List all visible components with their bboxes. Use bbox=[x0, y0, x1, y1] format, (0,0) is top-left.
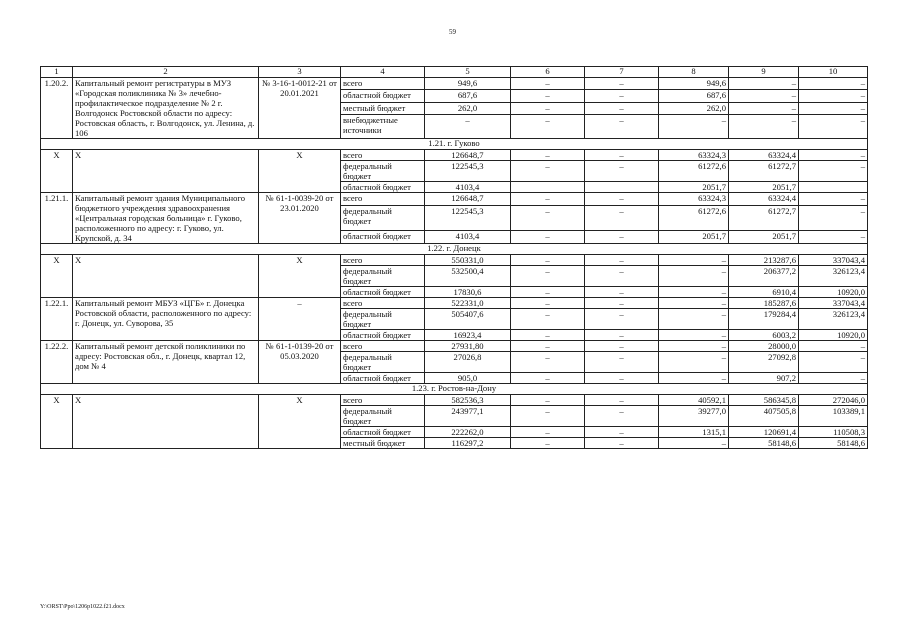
value-col-6: – bbox=[511, 287, 585, 298]
item-description: Капитальный ремонт здания Муниципального бюджетного учреждения здравоохранения «Центральная городская больница» г. Гуково, расположенного по адресу: г. Гуково, ул. Крупской, д. 34 bbox=[73, 193, 259, 244]
value-col-9: – bbox=[729, 115, 799, 139]
total-value: 17830,6 bbox=[425, 287, 511, 298]
value-col-8: – bbox=[659, 373, 729, 384]
total-value: 949,6 bbox=[425, 78, 511, 90]
value-col-6: – bbox=[511, 193, 585, 206]
funding-source: местный бюджет bbox=[341, 102, 425, 114]
value-col-6: – bbox=[511, 373, 585, 384]
value-col-7: – bbox=[585, 255, 659, 266]
section-title: 1.22. г. Донецк bbox=[41, 244, 868, 255]
funding-source: всего bbox=[341, 255, 425, 266]
value-col-10: – bbox=[799, 352, 868, 373]
value-col-9: 6003,2 bbox=[729, 330, 799, 341]
funding-source: федеральный бюджет bbox=[341, 266, 425, 287]
value-col-8: 63324,3 bbox=[659, 193, 729, 206]
column-header: 2 bbox=[73, 67, 259, 78]
value-col-7: – bbox=[585, 150, 659, 161]
funding-source: федеральный бюджет bbox=[341, 161, 425, 182]
value-col-6: – bbox=[511, 255, 585, 266]
total-value: 16923,4 bbox=[425, 330, 511, 341]
table-row bbox=[41, 255, 868, 266]
value-col-7: – bbox=[585, 427, 659, 438]
value-col-8: – bbox=[659, 309, 729, 330]
value-col-8: – bbox=[659, 287, 729, 298]
value-col-9: 58148,6 bbox=[729, 438, 799, 449]
budget-table bbox=[40, 66, 868, 449]
value-col-8: – bbox=[659, 255, 729, 266]
value-col-8: 949,6 bbox=[659, 78, 729, 90]
funding-source: областной бюджет bbox=[341, 427, 425, 438]
value-col-9: – bbox=[729, 90, 799, 102]
table-row bbox=[41, 78, 868, 90]
value-col-6: – bbox=[511, 230, 585, 243]
value-col-10: – bbox=[799, 206, 868, 231]
value-col-6: – bbox=[511, 406, 585, 427]
value-col-10: 337043,4 bbox=[799, 255, 868, 266]
funding-source: областной бюджет bbox=[341, 230, 425, 243]
value-col-8: – bbox=[659, 352, 729, 373]
value-col-8: – bbox=[659, 115, 729, 139]
value-col-7: – bbox=[585, 102, 659, 114]
item-code: Х bbox=[259, 395, 341, 449]
value-col-8: – bbox=[659, 341, 729, 352]
value-col-7: – bbox=[585, 287, 659, 298]
value-col-6: – bbox=[511, 150, 585, 161]
value-col-10: – bbox=[799, 115, 868, 139]
value-col-9: 586345,8 bbox=[729, 395, 799, 406]
value-col-10: – bbox=[799, 193, 868, 206]
value-col-8: 40592,1 bbox=[659, 395, 729, 406]
value-col-9: 407505,8 bbox=[729, 406, 799, 427]
value-col-8: 2051,7 bbox=[659, 182, 729, 193]
total-value: 126648,7 bbox=[425, 150, 511, 161]
section-row bbox=[41, 384, 868, 395]
value-col-10: – bbox=[799, 78, 868, 90]
value-col-7: – bbox=[585, 266, 659, 287]
value-col-7: – bbox=[585, 230, 659, 243]
value-col-8: – bbox=[659, 330, 729, 341]
value-col-6: – bbox=[511, 352, 585, 373]
column-header: 10 bbox=[799, 67, 868, 78]
value-col-8: 1315,1 bbox=[659, 427, 729, 438]
column-header: 1 bbox=[41, 67, 73, 78]
value-col-7: – bbox=[585, 193, 659, 206]
total-value: 262,0 bbox=[425, 102, 511, 114]
column-header: 4 bbox=[341, 67, 425, 78]
funding-source: всего bbox=[341, 193, 425, 206]
value-col-10: 110508,3 bbox=[799, 427, 868, 438]
value-col-7: – bbox=[585, 298, 659, 309]
value-col-7: – bbox=[585, 115, 659, 139]
value-col-8: 262,0 bbox=[659, 102, 729, 114]
value-col-10: – bbox=[799, 373, 868, 384]
value-col-7: – bbox=[585, 352, 659, 373]
value-col-8: 63324,3 bbox=[659, 150, 729, 161]
value-col-6: – bbox=[511, 330, 585, 341]
funding-source: областной бюджет bbox=[341, 373, 425, 384]
value-col-8: 2051,7 bbox=[659, 230, 729, 243]
value-col-6: – bbox=[511, 266, 585, 287]
value-col-6: – bbox=[511, 78, 585, 90]
value-col-7: – bbox=[585, 78, 659, 90]
funding-source: всего bbox=[341, 298, 425, 309]
column-header: 5 bbox=[425, 67, 511, 78]
section-row bbox=[41, 139, 868, 150]
column-header: 6 bbox=[511, 67, 585, 78]
value-col-10: 10920,0 bbox=[799, 330, 868, 341]
table-row bbox=[41, 298, 868, 309]
section-row bbox=[41, 244, 868, 255]
total-value: 550331,0 bbox=[425, 255, 511, 266]
item-number: 1.20.2. bbox=[41, 78, 73, 139]
value-col-10: 326123,4 bbox=[799, 266, 868, 287]
value-col-9: 61272,7 bbox=[729, 206, 799, 231]
value-col-7: – bbox=[585, 309, 659, 330]
value-col-9: 6910,4 bbox=[729, 287, 799, 298]
file-path-footer: Y:\ORST\Ppo\1206p1022.f21.docx bbox=[40, 604, 125, 610]
total-value: 27931,80 bbox=[425, 341, 511, 352]
section-title: 1.21. г. Гуково bbox=[41, 139, 868, 150]
value-col-8: 61272,6 bbox=[659, 161, 729, 182]
value-col-9: 2051,7 bbox=[729, 230, 799, 243]
item-number: 1.21.1. bbox=[41, 193, 73, 244]
item-code: Х bbox=[259, 150, 341, 193]
total-value: 582536,3 bbox=[425, 395, 511, 406]
value-col-8: 61272,6 bbox=[659, 206, 729, 231]
value-col-7: – bbox=[585, 161, 659, 182]
funding-source: всего bbox=[341, 341, 425, 352]
funding-source: федеральный бюджет bbox=[341, 309, 425, 330]
total-value: 905,0 bbox=[425, 373, 511, 384]
value-col-10: 103389,1 bbox=[799, 406, 868, 427]
value-col-7: – bbox=[585, 206, 659, 231]
item-description: Капитальный ремонт МБУЗ «ЦГБ» г. Донецка Ростовской области, расположенного по адресу: г. Донецк, ул. Суворова, 35 bbox=[73, 298, 259, 341]
value-col-10: – bbox=[799, 161, 868, 182]
item-code: Х bbox=[259, 255, 341, 298]
value-col-9: 28000,0 bbox=[729, 341, 799, 352]
value-col-7: – bbox=[585, 395, 659, 406]
section-title: 1.23. г. Ростов-на-Дону bbox=[41, 384, 868, 395]
funding-source: областной бюджет bbox=[341, 182, 425, 193]
value-col-6: – bbox=[511, 298, 585, 309]
value-col-6: – bbox=[511, 102, 585, 114]
value-col-9: 179284,4 bbox=[729, 309, 799, 330]
total-value: 122545,3 bbox=[425, 206, 511, 231]
value-col-9: 120691,4 bbox=[729, 427, 799, 438]
column-header: 8 bbox=[659, 67, 729, 78]
funding-source: областной бюджет bbox=[341, 90, 425, 102]
value-col-10: 272046,0 bbox=[799, 395, 868, 406]
value-col-9: – bbox=[729, 78, 799, 90]
item-number: 1.22.2. bbox=[41, 341, 73, 384]
table-row bbox=[41, 150, 868, 161]
value-col-6: – bbox=[511, 90, 585, 102]
value-col-8: – bbox=[659, 438, 729, 449]
item-description: Х bbox=[73, 395, 259, 449]
total-value: 243977,1 bbox=[425, 406, 511, 427]
value-col-10: – bbox=[799, 150, 868, 161]
value-col-7: – bbox=[585, 330, 659, 341]
item-number: Х bbox=[41, 150, 73, 193]
value-col-9: 63324,4 bbox=[729, 150, 799, 161]
total-value: 116297,2 bbox=[425, 438, 511, 449]
total-value: 4103,4 bbox=[425, 182, 511, 193]
value-col-6: – bbox=[511, 438, 585, 449]
funding-source: всего bbox=[341, 78, 425, 90]
funding-source: федеральный бюджет bbox=[341, 352, 425, 373]
value-col-9: 907,2 bbox=[729, 373, 799, 384]
table-row bbox=[41, 193, 868, 206]
value-col-6: – bbox=[511, 341, 585, 352]
table-row bbox=[41, 341, 868, 352]
item-description: Капитальный ремонт детской поликлиники по адресу: Ростовская обл., г. Донецк, квартал 12, дом № 4 bbox=[73, 341, 259, 384]
funding-source: местный бюджет bbox=[341, 438, 425, 449]
value-col-6: – bbox=[511, 309, 585, 330]
total-value: 126648,7 bbox=[425, 193, 511, 206]
total-value: 532500,4 bbox=[425, 266, 511, 287]
value-col-7: – bbox=[585, 341, 659, 352]
value-col-10: 337043,4 bbox=[799, 298, 868, 309]
value-col-10: 58148,6 bbox=[799, 438, 868, 449]
item-description: Х bbox=[73, 255, 259, 298]
total-value: 505407,6 bbox=[425, 309, 511, 330]
value-col-6: – bbox=[511, 427, 585, 438]
value-col-6: – bbox=[511, 115, 585, 139]
item-description: Капитальный ремонт регистратуры в МУЗ «Городская поликлиника № 3» лечебно-профилактическое подразделение № 2 г. Волгодонск Ростовской области по адресу: Ростовская область, г. Волгодонск, ул. Ленина, д. 106 bbox=[73, 78, 259, 139]
value-col-10: – bbox=[799, 341, 868, 352]
value-col-10: 326123,4 bbox=[799, 309, 868, 330]
value-col-8: 39277,0 bbox=[659, 406, 729, 427]
total-value: 4103,4 bbox=[425, 230, 511, 243]
column-header: 3 bbox=[259, 67, 341, 78]
value-col-9: 213287,6 bbox=[729, 255, 799, 266]
total-value: – bbox=[425, 115, 511, 139]
funding-source: федеральный бюджет bbox=[341, 406, 425, 427]
value-col-7: – bbox=[585, 406, 659, 427]
value-col-7: – bbox=[585, 438, 659, 449]
value-col-9: 61272,7 bbox=[729, 161, 799, 182]
value-col-8: – bbox=[659, 266, 729, 287]
total-value: 522331,0 bbox=[425, 298, 511, 309]
value-col-8: – bbox=[659, 298, 729, 309]
item-code: № 3-16-1-0012-21 от 20.01.2021 bbox=[259, 78, 341, 139]
item-number: Х bbox=[41, 395, 73, 449]
funding-source: областной бюджет bbox=[341, 287, 425, 298]
header-row bbox=[41, 67, 868, 78]
page-number: 59 bbox=[449, 28, 456, 36]
funding-source: федеральный бюджет bbox=[341, 206, 425, 231]
value-col-10: – bbox=[799, 90, 868, 102]
item-code: № 61-1-0039-20 от 23.01.2020 bbox=[259, 193, 341, 244]
total-value: 122545,3 bbox=[425, 161, 511, 182]
value-col-9: – bbox=[729, 102, 799, 114]
funding-source: областной бюджет bbox=[341, 330, 425, 341]
value-col-10: 10920,0 bbox=[799, 287, 868, 298]
value-col-9: 206377,2 bbox=[729, 266, 799, 287]
value-col-7: – bbox=[585, 90, 659, 102]
value-col-9: 185287,6 bbox=[729, 298, 799, 309]
table-row bbox=[41, 395, 868, 406]
value-col-9: 2051,7 bbox=[729, 182, 799, 193]
value-col-10: – bbox=[799, 102, 868, 114]
funding-source: всего bbox=[341, 395, 425, 406]
value-col-6: – bbox=[511, 395, 585, 406]
value-col-10 bbox=[799, 182, 868, 193]
column-header: 7 bbox=[585, 67, 659, 78]
total-value: 222262,0 bbox=[425, 427, 511, 438]
item-number: 1.22.1. bbox=[41, 298, 73, 341]
value-col-7 bbox=[585, 182, 659, 193]
total-value: 687,6 bbox=[425, 90, 511, 102]
value-col-6: – bbox=[511, 161, 585, 182]
total-value: 27026,8 bbox=[425, 352, 511, 373]
item-code: № 61-1-0139-20 от 05.03.2020 bbox=[259, 341, 341, 384]
value-col-9: 63324,4 bbox=[729, 193, 799, 206]
funding-source: внебюджетные источники bbox=[341, 115, 425, 139]
item-description: Х bbox=[73, 150, 259, 193]
item-number: Х bbox=[41, 255, 73, 298]
value-col-10: – bbox=[799, 230, 868, 243]
value-col-9: 27092,8 bbox=[729, 352, 799, 373]
value-col-8: 687,6 bbox=[659, 90, 729, 102]
value-col-7: – bbox=[585, 373, 659, 384]
value-col-6: – bbox=[511, 206, 585, 231]
item-code: – bbox=[259, 298, 341, 341]
column-header: 9 bbox=[729, 67, 799, 78]
value-col-6 bbox=[511, 182, 585, 193]
funding-source: всего bbox=[341, 150, 425, 161]
